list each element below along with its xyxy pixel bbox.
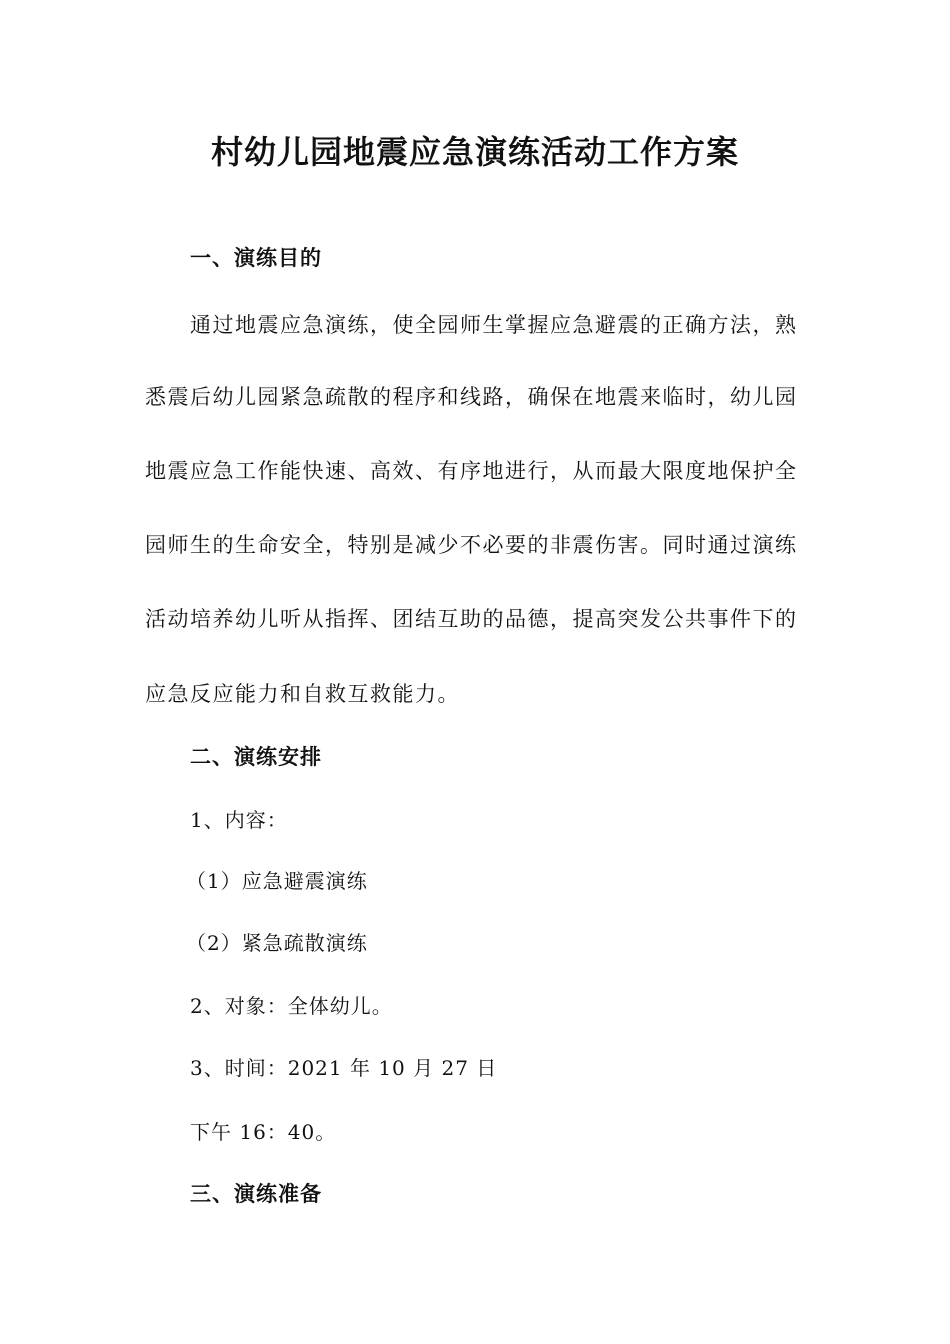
sub-item-evacuation-drill: （2）紧急疏散演练 [186, 931, 368, 955]
paragraph-line: 悉震后幼儿园紧急疏散的程序和线路，确保在地震来临时，幼儿园 [145, 385, 798, 409]
content-label: 1、内容： [190, 808, 288, 832]
document-title: 村幼儿园地震应急演练活动工作方案 [210, 133, 739, 171]
paragraph-line: 活动培养幼儿听从指挥、团结互助的品德，提高突发公共事件下的 [145, 607, 798, 631]
target-line: 2、对象：全体幼儿。 [190, 994, 393, 1018]
paragraph-line: 应急反应能力和自救互救能力。 [145, 682, 460, 706]
sub-item-earthquake-drill: （1）应急避震演练 [186, 869, 368, 893]
time-continuation: 下午 16：40。 [190, 1120, 337, 1144]
paragraph-line: 通过地震应急演练，使全园师生掌握应急避震的正确方法，熟 [190, 313, 798, 337]
section-heading-arrangement: 二、演练安排 [190, 744, 322, 769]
paragraph-line: 地震应急工作能快速、高效、有序地进行，从而最大限度地保护全 [145, 459, 798, 483]
section-heading-preparation: 三、演练准备 [190, 1181, 322, 1206]
paragraph-line: 园师生的生命安全，特别是减少不必要的非震伤害。同时通过演练 [145, 533, 798, 557]
section-heading-purpose: 一、演练目的 [190, 245, 322, 270]
time-line: 3、时间：2021 年 10 月 27 日 [190, 1056, 498, 1080]
